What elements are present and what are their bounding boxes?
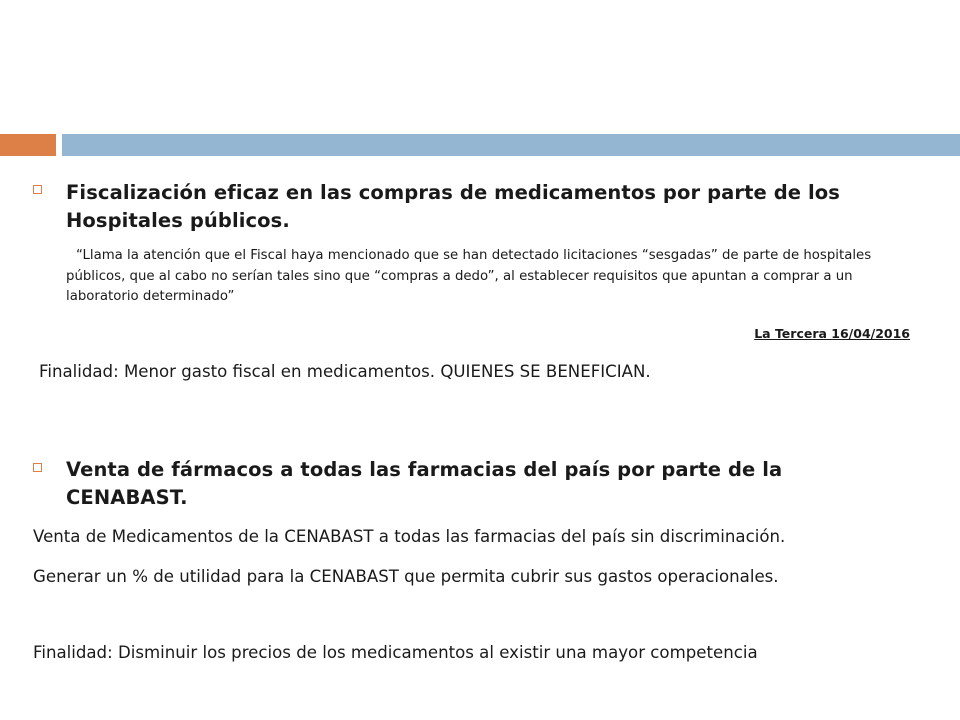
header-accent-orange-bar bbox=[0, 134, 56, 156]
square-bullet-icon bbox=[33, 463, 42, 472]
square-bullet-icon bbox=[33, 185, 42, 194]
section1-finalidad: Finalidad: Menor gasto fiscal en medicamentos. QUIENES SE BENEFICIAN. bbox=[39, 362, 651, 381]
section2-line2: Generar un % de utilidad para la CENABAST que permita cubrir sus gastos operacionales. bbox=[33, 567, 779, 586]
header-divider bbox=[57, 134, 59, 156]
section2-finalidad: Finalidad: Disminuir los precios de los medicamentos al existir una mayor competencia bbox=[33, 643, 758, 662]
section2-line1: Venta de Medicamentos de la CENABAST a todas las farmacias del país sin discriminación. bbox=[33, 527, 786, 546]
section1-quote: “Llama la atención que el Fiscal haya mencionado que se han detectado licitaciones “sesgadas” de parte de hospitales públicos, que al cabo no serían tales sino que “compras a dedo”, al establecer requisitos que apuntan a comprar a un laboratorio determinado” bbox=[66, 248, 872, 304]
header-accent-blue-bar bbox=[62, 134, 960, 156]
section2-heading: Venta de fármacos a todas las farmacias del país por parte de la CENABAST. bbox=[66, 458, 783, 509]
section1-source: La Tercera 16/04/2016 bbox=[754, 326, 910, 341]
section1-heading: Fiscalización eficaz en las compras de medicamentos por parte de los Hospitales públicos. bbox=[66, 181, 841, 232]
